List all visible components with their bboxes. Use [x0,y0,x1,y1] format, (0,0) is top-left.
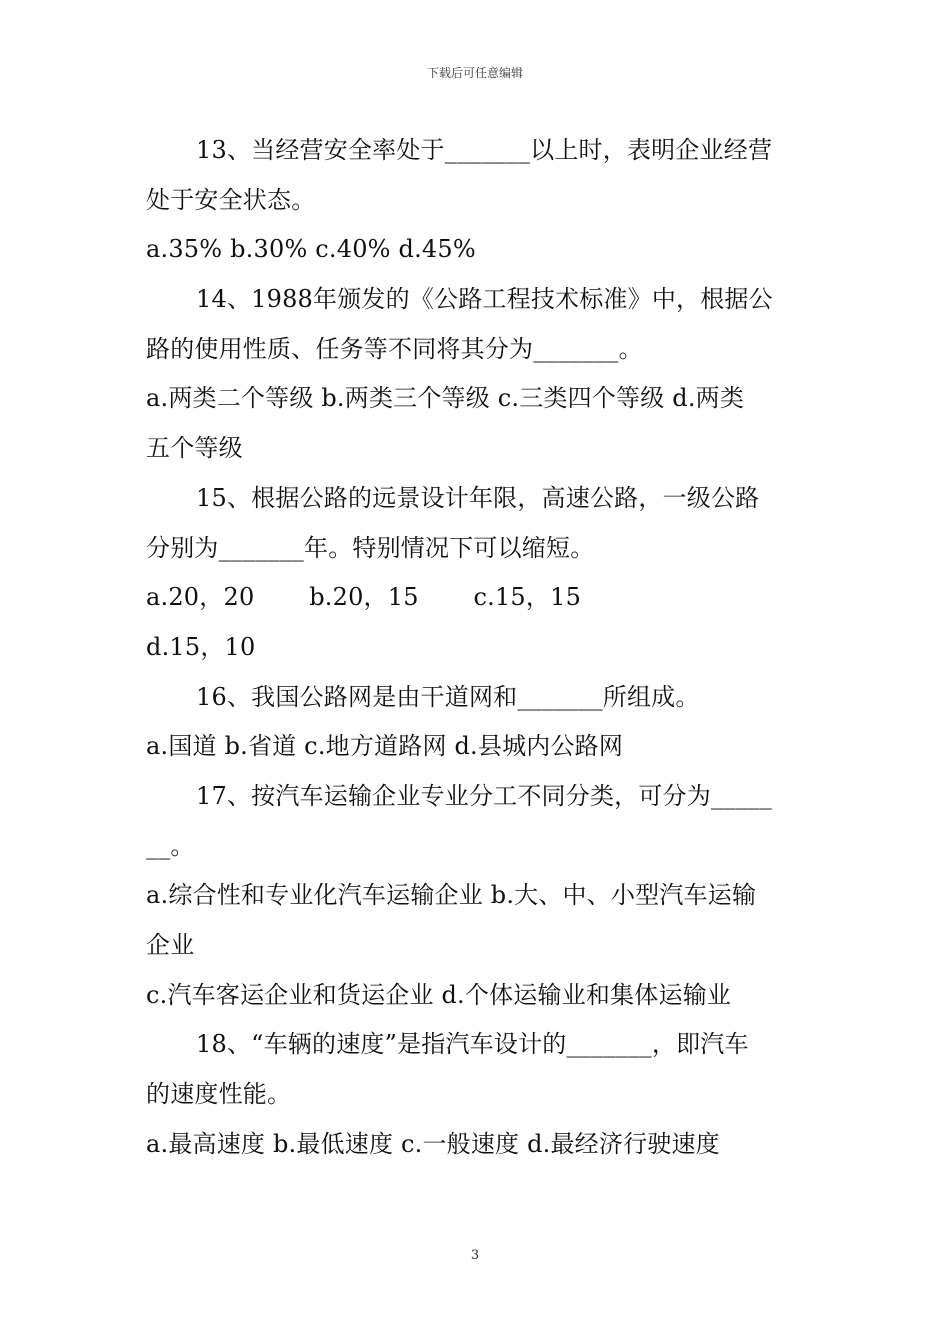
question-17-options-line-1: a.综合性和专业化汽车运输企业 b.大、中、小型汽车运输 [146,881,757,910]
question-18-line-1: 18、“车辆的速度”是指汽车设计的_______，即汽车 [196,1030,749,1059]
question-17-options-line-3: c.汽车客运企业和货运企业 d.个体运输业和集体运输业 [146,980,732,1009]
question-17-options-line-2: 企业 [146,931,195,959]
question-15-options-line-2: d.15，10 [146,632,256,661]
question-16-line-1: 16、我国公路网是由干道网和_______所组成。 [196,682,700,711]
question-15-line-1: 15、根据公路的远景设计年限，高速公路，一级公路 [196,483,760,512]
document-body [146,126,800,1169]
question-15-options-line-1: a.20，20 b.20，15 c.15，15 [146,583,582,612]
question-15-line-2: 分别为_______年。特别情况下可以缩短。 [146,533,595,562]
question-13-line-2: 处于安全状态。 [146,185,316,214]
question-13-line-1: 13、当经营安全率处于_______以上时，表明企业经营 [196,136,773,164]
question-14-line-1: 14、1988年颁发的《公路工程技术标准》中，根据公 [196,285,773,314]
question-18-line-2: 的速度性能。 [146,1080,292,1109]
question-17-line-1: 17、按汽车运输企业专业分工不同分类，可分为_____ [196,781,772,810]
page-header: 下载后可任意编辑 [426,66,523,80]
question-17-line-2: __。 [146,831,195,860]
question-18-options: a.最高速度 b.最低速度 c.一般速度 d.最经济行驶速度 [146,1129,720,1158]
page-number: 3 [470,1248,480,1263]
question-14-line-2: 路的使用性质、任务等不同将其分为_______。 [146,334,643,363]
question-14-options-line-1: a.两类二个等级 b.两类三个等级 c.三类四个等级 d.两类 [146,384,745,413]
question-14-options-line-2: 五个等级 [146,434,243,463]
question-16-options: a.国道 b.省道 c.地方道路网 d.县城内公路网 [146,732,624,761]
question-13-options: a.35% b.30% c.40% d.45% [146,235,476,264]
